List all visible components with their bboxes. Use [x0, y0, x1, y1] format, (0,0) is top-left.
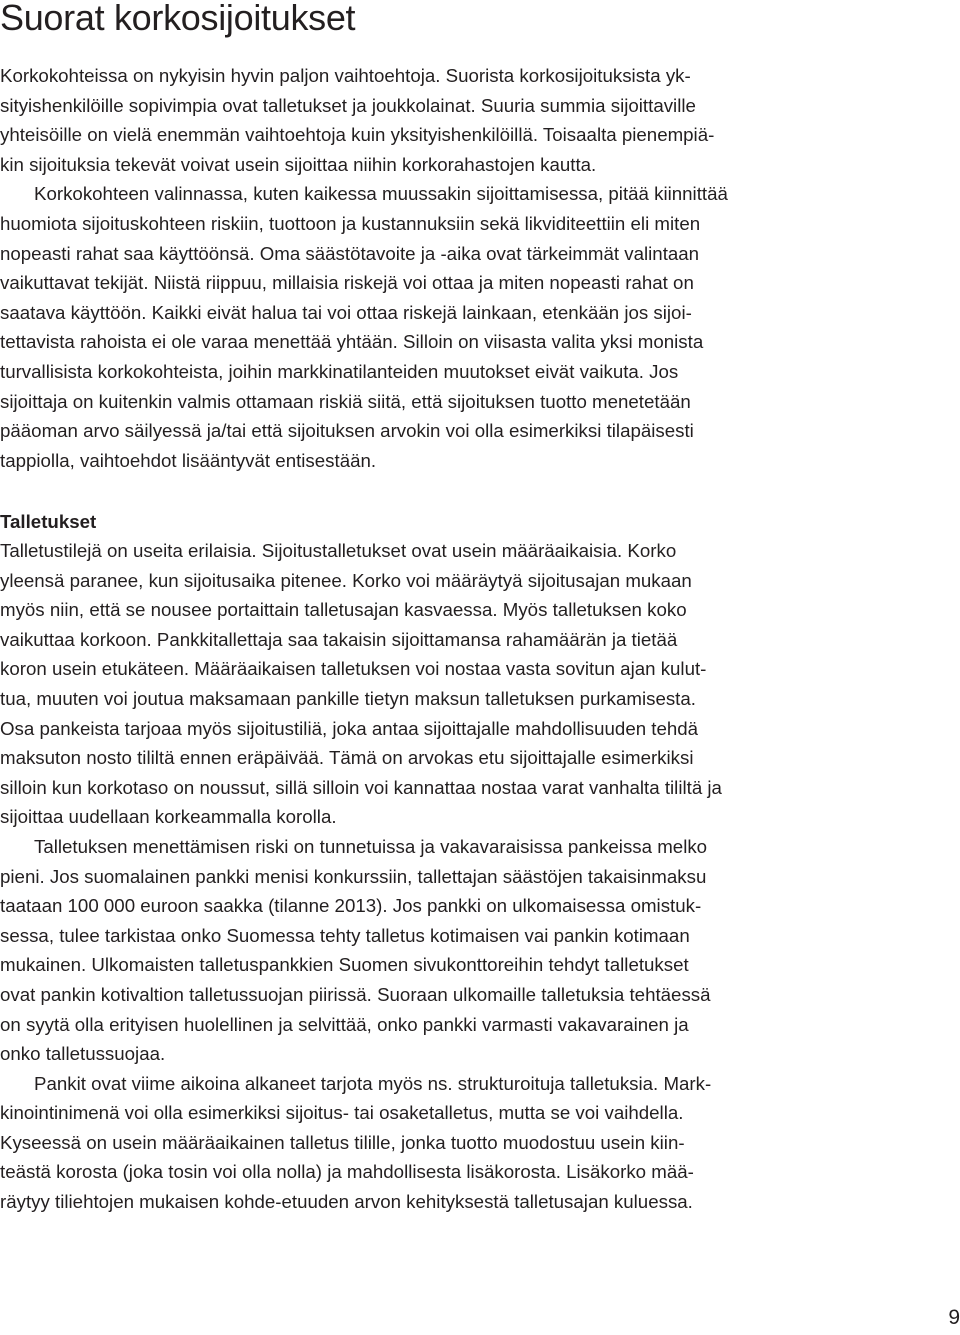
text-line: maksuton nosto tililtä ennen eräpäivää. Tämä on arvokas etu sijoittajalle esimerkiksi	[0, 747, 694, 769]
text-line: turvallisista korkokohteista, joihin markkinatilanteiden muutokset eivät vaikuta. Jos	[0, 360, 679, 382]
text-line: vaikuttaa korkoon. Pankkitallettaja saa takaisin sijoittamansa rahamäärän ja tietää	[0, 628, 678, 650]
page-number: 9	[948, 1306, 960, 1329]
text-line: kinointinimenä voi olla esimerkiksi sijoitus- tai osaketalletus, mutta se voi vaihdella.	[0, 1102, 684, 1124]
text-line: ovat pankin kotivaltion talletussuojan piirissä. Suoraan ulkomaille talletuksia tehtäessä	[0, 983, 711, 1005]
text-line: yleensä paranee, kun sijoitusaika pitenee. Korko voi määräytyä sijoitusajan mukaan	[0, 569, 692, 591]
text-line: sessa, tulee tarkistaa onko Suomessa tehty talletus kotimaisen vai pankin kotimaan	[0, 924, 690, 946]
text-line: Kyseessä on usein määräaikainen talletus tilille, jonka tuotto muodostuu usein kiin-	[0, 1131, 685, 1153]
text-line: on syytä olla erityisen huolellinen ja selvittää, onko pankki varmasti vakavarainen ja	[0, 1013, 689, 1035]
text-line: pieni. Jos suomalainen pankki menisi konkurssiin, tallettajan säästöjen takaisinmaksu	[0, 865, 707, 887]
text-line: koron usein etukäteen. Määräaikaisen talletuksen voi nostaa vasta sovitun ajan kulut-	[0, 658, 707, 680]
text-line: sijoittaa uudellaan korkeammalla korolla.	[0, 806, 337, 828]
text-line: pääoman arvo säilyessä ja/tai että sijoituksen arvokin voi olla esimerkiksi tilapäisesti	[0, 420, 694, 442]
text-line: Talletuksen menettämisen riski on tunnetuissa ja vakavaraisissa pankeissa melko	[34, 835, 708, 857]
text-line: taataan 100 000 euroon saakka (tilanne 2013). Jos pankki on ulkomaisessa omistuk-	[0, 895, 702, 917]
text-line: kin sijoituksia tekevät voivat usein sijoittaa niihin korkorahastojen kautta.	[0, 153, 597, 175]
text-line: silloin kun korkotaso on noussut, sillä silloin voi kannattaa nostaa varat vanhalta tililtä ja	[0, 776, 722, 798]
text-line: tettavista rahoista ei ole varaa menettää yhtään. Silloin on viisasta valita yksi monista	[0, 331, 704, 353]
text-line: yhteisöille on vielä enemmän vaihtoehtoja kuin yksityishenkilöillä. Toisaalta pienempiä-	[0, 124, 715, 146]
intro-paragraphs	[0, 61, 960, 475]
talletukset-paragraphs	[0, 536, 960, 1217]
text-line: Pankit ovat viime aikoina alkaneet tarjota myös ns. strukturoituja talletuksia. Mark-	[34, 1072, 712, 1094]
text-line: Korkokohteen valinnassa, kuten kaikessa muussakin sijoittamisessa, pitää kiinnittää	[34, 183, 728, 205]
text-line: sijoittaja on kuitenkin valmis ottamaan riskiä siitä, että sijoituksen tuotto menetetään	[0, 390, 691, 412]
text-line: onko talletussuojaa.	[0, 1043, 166, 1065]
text-line: vaikuttavat tekijät. Niistä riippuu, millaisia riskejä voi ottaa ja miten nopeasti rahat on	[0, 272, 694, 294]
text-line: räytyy tiliehtojen mukaisen kohde-etuuden arvon kehityksestä talletusajan kuluessa.	[0, 1191, 693, 1213]
section-heading-talletukset: Talletukset	[0, 511, 97, 532]
text-line: mukainen. Ulkomaisten talletuspankkien Suomen sivukonttoreihin tehdyt talletukset	[0, 954, 689, 976]
text-line: Talletustilejä on useita erilaisia. Sijoitustalletukset ovat usein määräaikaisia. Korko	[0, 540, 677, 561]
text-line: Osa pankeista tarjoaa myös sijoitustiliä, joka antaa sijoittajalle mahdollisuuden tehdä	[0, 717, 699, 739]
text-line: saatava käyttöön. Kaikki eivät halua tai voi ottaa riskejä lainkaan, etenkään jos sijoi-	[0, 301, 692, 323]
text-line: myös niin, että se nousee portaittain talletusajan kasvaessa. Myös talletuksen koko	[0, 599, 687, 621]
text-line: tua, muuten voi joutua maksamaan pankille tietyn maksun talletuksen purkamisesta.	[0, 687, 696, 709]
page-title: Suorat korkosijoitukset	[0, 0, 356, 38]
text-line: sityishenkilöille sopivimpia ovat talletukset ja joukkolainat. Suuria summia sijoittaville	[0, 94, 696, 116]
text-line: Korkokohteissa on nykyisin hyvin paljon vaihtoehtoja. Suorista korkosijoituksista yk-	[0, 65, 691, 86]
text-line: tappiolla, vaihtoehdot lisääntyvät entisestään.	[0, 449, 377, 471]
text-line: nopeasti rahat saa käyttöönsä. Oma säästötavoite ja -aika ovat tärkeimmät valintaan	[0, 242, 700, 264]
text-line: teästä korosta (joka tosin voi olla nolla) ja mahdollisesta lisäkorosta. Lisäkorko mää-	[0, 1161, 694, 1183]
text-line: huomiota sijoituskohteen riskiin, tuottoon ja kustannuksiin sekä likviditeettiin eli miten	[0, 212, 701, 234]
